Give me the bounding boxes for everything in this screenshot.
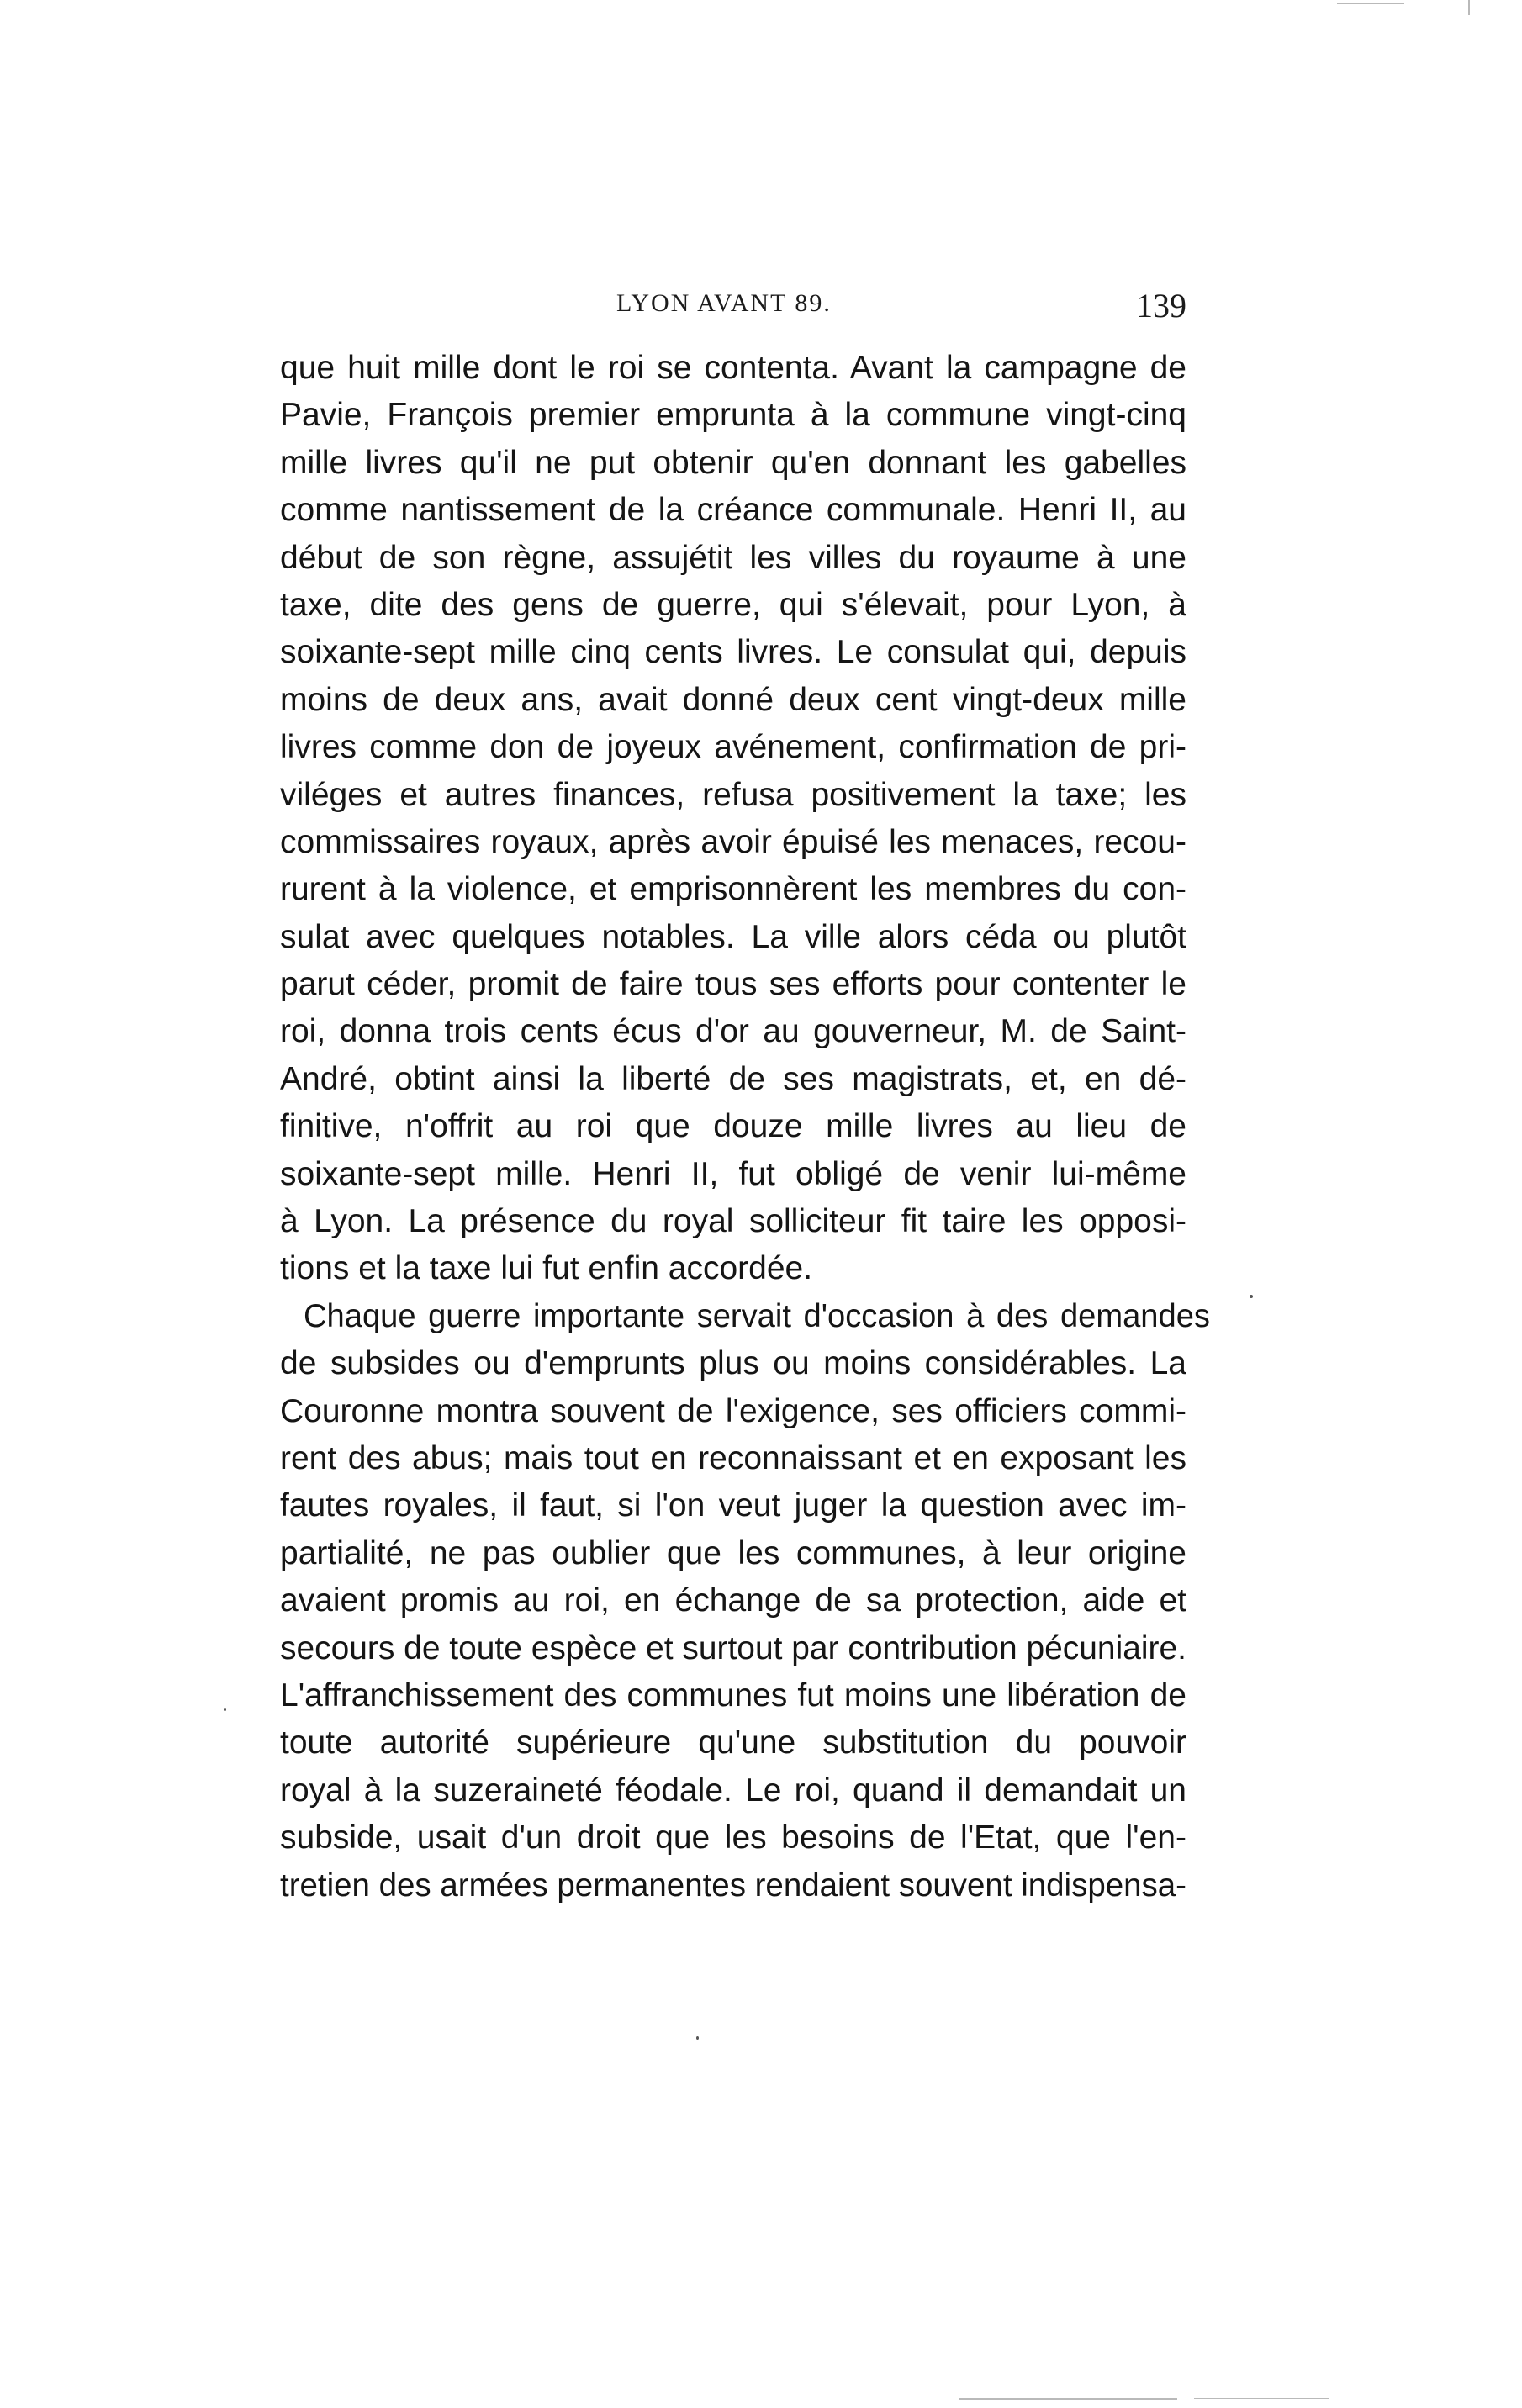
text-line: rurent à la violence, et emprisonnèrent les membres du con- xyxy=(280,871,1186,908)
text-line: secours de toute espèce et surtout par contribution pécuniaire. xyxy=(280,1629,1186,1666)
text-line: à Lyon. La présence du royal solliciteur fit taire les opposi- xyxy=(280,1203,1186,1240)
paragraph xyxy=(280,1293,1210,1909)
text-line: toute autorité supérieure qu'une substitution du pouvoir xyxy=(280,1724,1186,1761)
text-line: sulat avec quelques notables. La ville alors céda ou plutôt xyxy=(280,918,1186,955)
text-line: Pavie, François premier emprunta à la commune vingt-cinq xyxy=(280,397,1186,434)
text-line: de subsides ou d'emprunts plus ou moins considérables. La xyxy=(280,1345,1186,1382)
page-header xyxy=(280,286,1186,328)
page-number: 139 xyxy=(1136,287,1186,325)
scan-edge-mark-bottom xyxy=(959,2398,1177,2400)
scan-edge-mark-right xyxy=(1468,0,1470,15)
text-line: moins de deux ans, avait donné deux cent vingt-deux mille xyxy=(280,681,1186,718)
text-line: avaient promis au roi, en échange de sa protection, aide et xyxy=(280,1582,1186,1619)
text-line: partialité, ne pas oublier que les communes, à leur origine xyxy=(280,1534,1186,1571)
text-line: soixante-sept mille cinq cents livres. Le consulat qui, depuis xyxy=(280,634,1186,671)
ink-speck xyxy=(1250,1295,1253,1298)
ink-speck xyxy=(696,2036,699,2040)
text-line: finitive, n'offrit au roi que douze mille livres au lieu de xyxy=(280,1108,1186,1145)
body-text xyxy=(280,345,1210,1909)
text-line: que huit mille dont le roi se contenta. Avant la campagne de xyxy=(280,350,1186,386)
text-line: commissaires royaux, après avoir épuisé les menaces, recou- xyxy=(280,823,1186,860)
text-line: royal à la suzeraineté féodale. Le roi, quand il demandait un xyxy=(280,1772,1186,1809)
text-line: taxe, dite des gens de guerre, qui s'élevait, pour Lyon, à xyxy=(280,586,1186,623)
scan-edge-mark-bottom-2 xyxy=(1194,2398,1329,2399)
paragraph xyxy=(280,345,1186,1293)
text-line: tions et la taxe lui fut enfin accordée. xyxy=(280,1250,813,1287)
text-line: début de son règne, assujétit les villes du royaume à une xyxy=(280,539,1186,576)
text-line: tretien des armées permanentes rendaient souvent indispensa- xyxy=(280,1867,1186,1904)
text-line: soixante-sept mille. Henri II, fut obligé de venir lui-même xyxy=(280,1155,1186,1192)
text-line: parut céder, promit de faire tous ses efforts pour contenter le xyxy=(280,966,1186,1003)
text-line: André, obtint ainsi la liberté de ses magistrats, et, en dé- xyxy=(280,1060,1186,1097)
text-line: fautes royales, il faut, si l'on veut juger la question avec im- xyxy=(280,1487,1186,1524)
ink-speck xyxy=(224,1708,226,1711)
running-title: LYON AVANT 89. xyxy=(616,289,832,317)
text-line: roi, donna trois cents écus d'or au gouverneur, M. de Saint- xyxy=(280,1013,1186,1050)
text-line: comme nantissement de la créance communale. Henri II, au xyxy=(280,492,1186,529)
text-line: livres comme don de joyeux avénement, confirmation de pri- xyxy=(280,729,1186,766)
text-line: Chaque guerre importante servait d'occasion à des demandes xyxy=(303,1297,1210,1334)
text-line: rent des abus; mais tout en reconnaissant et en exposant les xyxy=(280,1439,1186,1476)
text-line: mille livres qu'il ne put obtenir qu'en donnant les gabelles xyxy=(280,444,1186,481)
text-line: viléges et autres finances, refusa positivement la taxe; les xyxy=(280,776,1186,813)
text-line: subside, usait d'un droit que les besoins de l'Etat, que l'en- xyxy=(280,1819,1186,1856)
text-line: L'affranchissement des communes fut moins une libération de xyxy=(280,1677,1186,1714)
scan-edge-mark-top xyxy=(1337,3,1404,4)
text-line: Couronne montra souvent de l'exigence, ses officiers commi- xyxy=(280,1392,1186,1429)
